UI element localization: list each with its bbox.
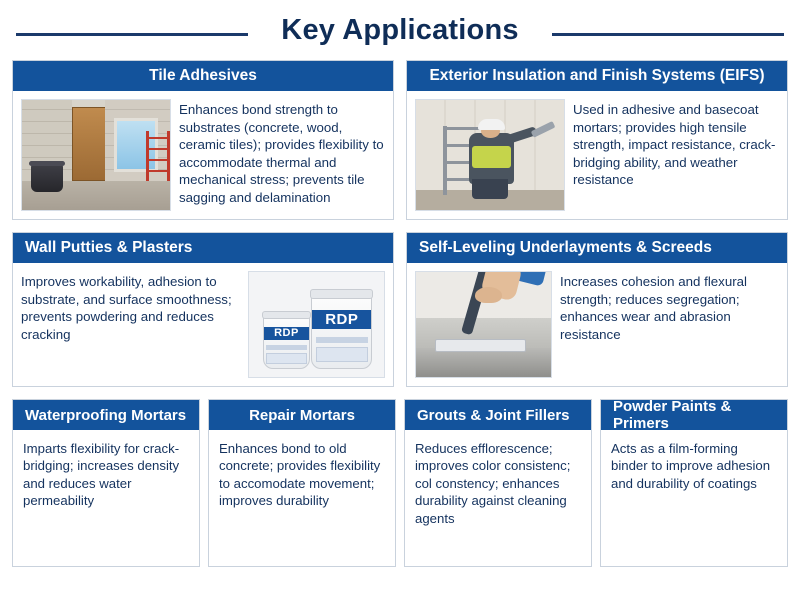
bucket-shape <box>31 164 64 193</box>
small-pail-shape <box>263 314 311 369</box>
card-body-tile-adhesives <box>13 91 393 219</box>
card-repair-mortars[interactable] <box>208 399 396 567</box>
worker-legs-shape <box>472 179 508 199</box>
pail-text-block-shape <box>266 353 306 364</box>
plywood-panel-shape <box>72 107 107 182</box>
screed-smoothing-photo <box>415 271 552 378</box>
card-header-eifs: Exterior Insulation and Finish Systems (EIFS) <box>407 61 787 91</box>
card-header-grouts-joint-fillers: Grouts & Joint Fillers <box>405 400 591 430</box>
title-rule-right <box>552 33 784 36</box>
title-rule-left <box>16 33 248 36</box>
card-body-eifs <box>407 91 787 219</box>
card-text-wall-putties-plasters: Improves workability, adhesion to substrate, and surface smoothness; prevents powdering and reduces cracking <box>21 274 232 342</box>
wet-screed-shape <box>416 348 551 377</box>
card-text-waterproofing-mortars: Imparts flexibility for crack-bridging; increases density and reduces water permeability <box>23 441 180 509</box>
hard-hat-shape <box>478 119 505 130</box>
card-text-repair-mortars: Enhances bond to old concrete; provides flexibility to accomodate movement; improves durability <box>219 441 381 509</box>
card-header-self-leveling-underlayments: Self-Leveling Underlayments & Screeds <box>407 233 787 263</box>
card-header-tile-adhesives: Tile Adhesives <box>13 61 393 91</box>
card-body-grouts-joint-fillers <box>405 430 591 566</box>
card-header-waterproofing-mortars: Waterproofing Mortars <box>13 400 199 430</box>
card-header-powder-paints-primers: Powder Paints & Primers <box>601 400 787 430</box>
page-title-text: Key Applications <box>265 14 534 47</box>
hand-shape <box>475 287 502 304</box>
pail-text-block-shape <box>316 347 368 362</box>
card-text-powder-paints-primers: Acts as a film-forming binder to improve adhesion and durability of coatings <box>611 441 771 491</box>
construction-room-photo <box>21 99 171 211</box>
card-powder-paints-primers[interactable] <box>600 399 788 567</box>
card-tile-adhesives[interactable] <box>12 60 394 220</box>
card-header-repair-mortars: Repair Mortars <box>209 400 395 430</box>
card-waterproofing-mortars[interactable] <box>12 399 200 567</box>
card-body-powder-paints-primers <box>601 430 787 566</box>
card-self-leveling-underlayments[interactable] <box>406 232 788 387</box>
pail-brand-label: RDP <box>264 327 310 341</box>
pail-brand-label: RDP <box>312 310 371 329</box>
ladder-shape <box>146 131 170 182</box>
card-text-eifs: Used in adhesive and basecoat mortars; provides high tensile strength, impact resistance, crack-bridging ability, and weather resistance <box>573 102 776 188</box>
pail-stripe-shape <box>266 345 306 350</box>
card-grouts-joint-fillers[interactable] <box>404 399 592 567</box>
card-text-self-leveling-underlayments: Increases cohesion and flexural strength; reduces segregation; enhances wear and abrasion resistance <box>560 274 748 342</box>
card-body-repair-mortars <box>209 430 395 566</box>
card-body-self-leveling-underlayments <box>407 263 787 386</box>
pail-lid-shape <box>310 289 373 299</box>
pail-stripe-shape <box>316 337 368 344</box>
page-title <box>12 0 788 60</box>
card-row-3 <box>12 399 788 567</box>
worker-on-ladder-photo <box>415 99 565 211</box>
rdp-pails-photo <box>248 271 385 378</box>
squeegee-blade-shape <box>435 339 526 352</box>
pail-lid-shape <box>262 311 311 319</box>
card-text-tile-adhesives: Enhances bond strength to substrates (concrete, wood, ceramic tiles); provides flexibility to accommodate thermal and mechanical stress; prevents tile sagging and delamination <box>179 102 384 205</box>
card-row-2 <box>12 232 788 387</box>
card-wall-putties-plasters[interactable] <box>12 232 394 387</box>
card-eifs[interactable] <box>406 60 788 220</box>
card-body-wall-putties-plasters <box>13 263 393 386</box>
safety-vest-shape <box>472 146 510 168</box>
card-header-wall-putties-plasters: Wall Putties & Plasters <box>13 233 393 263</box>
large-pail-shape <box>311 293 372 369</box>
card-body-waterproofing-mortars <box>13 430 199 566</box>
card-row-1 <box>12 60 788 220</box>
card-text-grouts-joint-fillers: Reduces efflorescence; improves color consistenc; col constency; enhances durability against cleaning agents <box>415 441 571 526</box>
